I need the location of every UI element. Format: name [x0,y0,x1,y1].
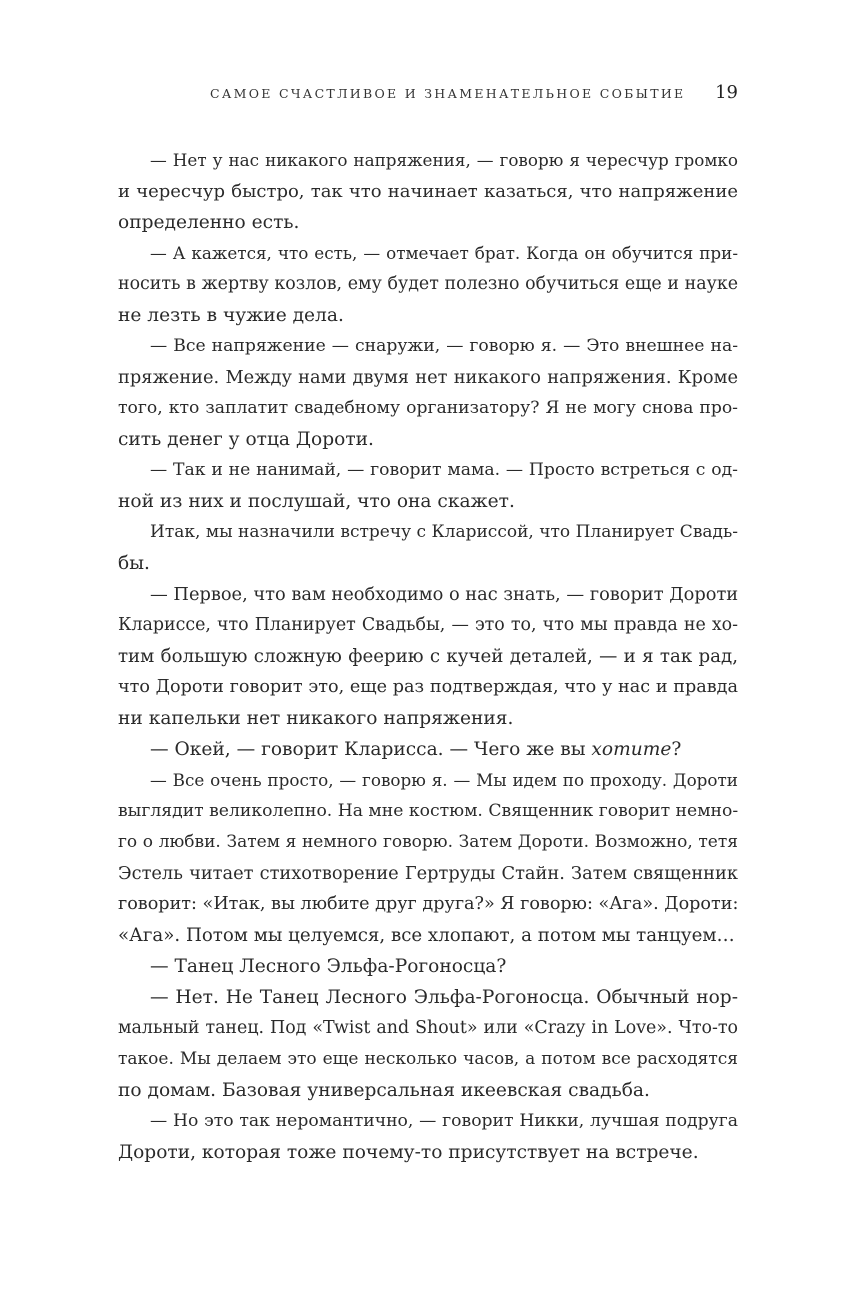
text-line: — Так и не нанимай, — говорит мама. — Просто встреться с од- [150,460,738,480]
text-line: — Нет у нас никакого напряжения, — говорю я чересчур громко [150,150,738,170]
text-line: не лезть в чужие дела. [118,305,344,326]
text-line: — Все очень просто, — говорю я. — Мы идем по проходу. Дороти [150,770,738,790]
page-number: 19 [715,82,738,103]
text-line: определенно есть. [118,212,300,233]
text-line: — Окей, — говорит Кларисса. — Чего же вы хотите? [150,739,682,760]
text-line: Эстель читает стихотворение Гертруды Стайн. Затем священник [118,863,738,884]
text-line: бы. [118,553,150,574]
text-line: «Ага». Потом мы целуемся, все хлопают, а потом мы танцуем… [118,925,735,946]
text-line: тим большую сложную феерию с кучей деталей, — и я так рад, [118,646,738,667]
text-line: по домам. Базовая универсальная икеевская свадьба. [118,1080,650,1101]
text-line: пряжение. Между нами двумя нет никакого напряжения. Кроме [118,367,738,388]
text-line: — Нет. Не Танец Лесного Эльфа-Рогоносца. Обычный нор- [150,987,738,1008]
text-line: и чересчур быстро, так что начинает казаться, что напряжение [118,181,738,202]
text-line: Итак, мы назначили встречу с Клариссой, что Планирует Свадь- [150,522,738,542]
text-line: Клариссе, что Планирует Свадьбы, — это то, что мы правда не хо- [118,615,738,635]
text-line: сить денег у отца Дороти. [118,429,374,450]
text-line: что Дороти говорит это, еще раз подтверждая, что у нас и правда [118,677,738,697]
text-line: говорит: «Итак, вы любите друг друга?» Я говорю: «Ага». Дороти: [118,894,738,914]
text-line: Дороти, которая тоже почему-то присутствует на встрече. [118,1142,699,1163]
text-line: — Все напряжение — снаружи, — говорю я. — Это внешнее на- [150,336,738,356]
body-text [118,145,738,1168]
text-line: — А кажется, что есть, — отмечает брат. Когда он обучится при- [150,243,738,263]
text-line: такое. Мы делаем это еще несколько часов, а потом все расходятся [118,1049,738,1069]
text-line: того, кто заплатит свадебному организатору? Я не могу снова про- [118,398,738,418]
running-head [118,82,738,104]
text-line: носить в жертву козлов, ему будет полезно обучиться еще и науке [118,274,738,294]
text-line: ной из них и послушай, что она скажет. [118,491,515,512]
text-line: — Танец Лесного Эльфа-Рогоносца? [150,956,507,977]
emphasis-text: хотите [591,739,672,760]
text-line: выглядит великолепно. На мне костюм. Священник говорит немно- [118,801,738,821]
text-line: мальный танец. Под «Twist and Shout» или «Crazy in Love». Что-то [118,1018,738,1038]
text-line: го о любви. Затем я немного говорю. Затем Дороти. Возможно, тетя [118,832,738,852]
text-line: ни капельки нет никакого напряжения. [118,708,514,729]
text-line: — Первое, что вам необходимо о нас знать, — говорит Дороти [150,584,738,605]
running-title: САМОЕ СЧАСТЛИВОЕ И ЗНАМЕНАТЕЛЬНОЕ СОБЫТИЕ [210,86,686,101]
text-line: — Но это так неромантично, — говорит Никки, лучшая подруга [150,1111,738,1131]
